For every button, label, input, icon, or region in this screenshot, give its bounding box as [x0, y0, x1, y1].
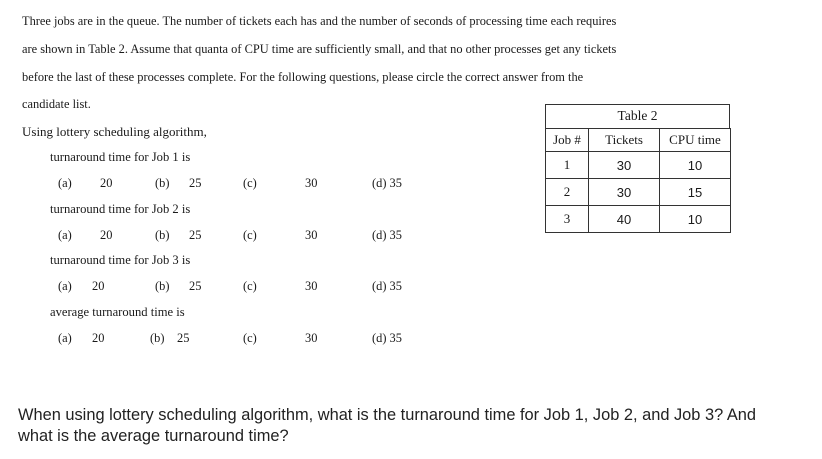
option-c-label[interactable]: (c) [243, 279, 257, 293]
option-b-value[interactable]: 25 [189, 228, 202, 242]
intro-line-2: are shown in Table 2. Assume that quanta of CPU time are sufficiently small, and that no other processes get any tickets [22, 42, 617, 56]
option-a-label[interactable]: (a) [58, 279, 72, 293]
job-cell: 2 [546, 179, 589, 206]
question-prompt: When using lottery scheduling algorithm, what is the turnaround time for Job 1, Job 2, and Job 3? And what is the average turnaround time? [18, 406, 757, 445]
table-header-row [546, 129, 731, 152]
option-b-label[interactable]: (b) [155, 228, 170, 242]
option-c-label[interactable]: (c) [243, 331, 257, 345]
tickets-cell: 40 [589, 206, 660, 233]
question-2-label: turnaround time for Job 2 is [50, 202, 191, 216]
tickets-cell: 30 [589, 152, 660, 179]
intro-line-4: candidate list. [22, 97, 91, 111]
cpu-time-cell: 10 [660, 206, 731, 233]
option-a-value[interactable]: 20 [100, 176, 113, 190]
option-a-label[interactable]: (a) [58, 331, 72, 345]
option-c-label[interactable]: (c) [243, 228, 257, 242]
intro-line-1: Three jobs are in the queue. The number of tickets each has and the number of seconds of processing time each requires [22, 14, 617, 28]
table-row [546, 152, 731, 179]
option-b-label[interactable]: (b) [155, 279, 170, 293]
header-tickets: Tickets [589, 129, 660, 152]
question-1-label: turnaround time for Job 1 is [50, 150, 191, 164]
option-a-label[interactable]: (a) [58, 228, 72, 242]
option-c-label[interactable]: (c) [243, 176, 257, 190]
header-cpu-time: CPU time [660, 129, 731, 152]
option-a-value[interactable]: 20 [92, 331, 105, 345]
option-d[interactable]: (d) 35 [372, 228, 402, 242]
option-a-label[interactable]: (a) [58, 176, 72, 190]
option-d[interactable]: (d) 35 [372, 331, 402, 345]
heading: Using lottery scheduling algorithm, [22, 124, 207, 139]
option-a-value[interactable]: 20 [92, 279, 105, 293]
job-cell: 3 [546, 206, 589, 233]
option-c-value[interactable]: 30 [305, 279, 318, 293]
job-cell: 1 [546, 152, 589, 179]
table-row [546, 206, 731, 233]
header-job: Job # [546, 129, 589, 152]
option-c-value[interactable]: 30 [305, 176, 318, 190]
jobs-table [545, 128, 731, 233]
tickets-cell: 30 [589, 179, 660, 206]
cpu-time-cell: 10 [660, 152, 731, 179]
option-b-value[interactable]: 25 [177, 331, 190, 345]
cpu-time-cell: 15 [660, 179, 731, 206]
option-c-value[interactable]: 30 [305, 331, 318, 345]
option-d[interactable]: (d) 35 [372, 176, 402, 190]
table-row [546, 179, 731, 206]
option-c-value[interactable]: 30 [305, 228, 318, 242]
question-3-label: turnaround time for Job 3 is [50, 253, 191, 267]
option-b-label[interactable]: (b) [155, 176, 170, 190]
option-d[interactable]: (d) 35 [372, 279, 402, 293]
option-a-value[interactable]: 20 [100, 228, 113, 242]
option-b-label[interactable]: (b) [150, 331, 165, 345]
intro-line-3: before the last of these processes complete. For the following questions, please circle the correct answer from the [22, 70, 584, 84]
option-b-value[interactable]: 25 [189, 176, 202, 190]
option-b-value[interactable]: 25 [189, 279, 202, 293]
table-caption: Table 2 [545, 104, 730, 128]
question-4-label: average turnaround time is [50, 305, 185, 319]
